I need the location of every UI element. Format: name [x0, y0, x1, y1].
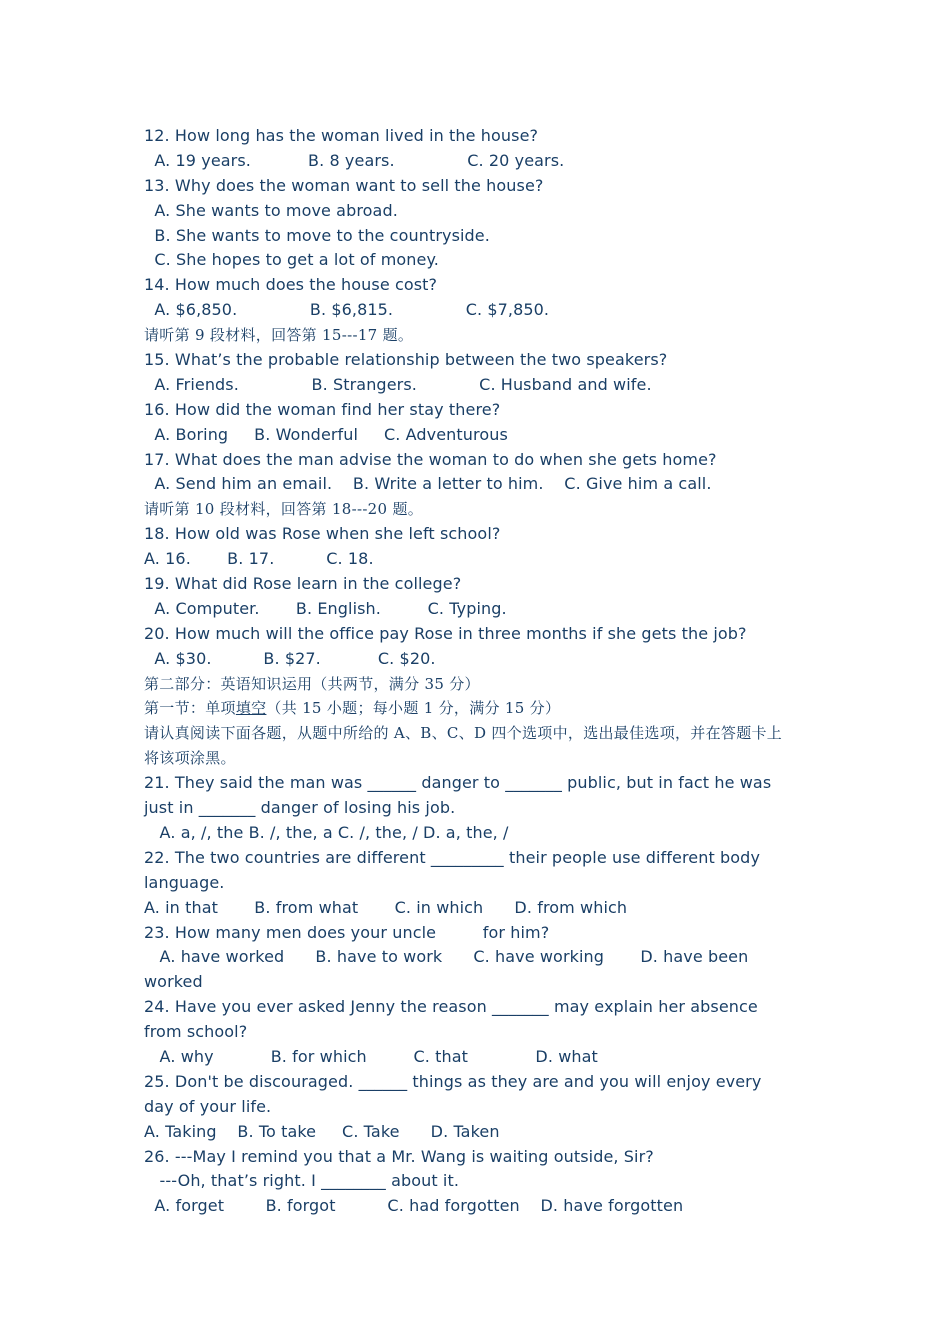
options-14: A. $6,850. B. $6,815. C. $7,850.: [144, 300, 550, 320]
question-14: 14. How much does the house cost?: [144, 275, 438, 295]
question-15: 15. What’s the probable relationship between the two speakers?: [144, 350, 668, 370]
question-22-line-2: language.: [144, 872, 225, 892]
question-26-line-1: 26. ---May I remind you that a Mr. Wang is waiting outside, Sir?: [144, 1146, 654, 1166]
options-18: A. 16. B. 17. C. 18.: [144, 549, 374, 569]
options-22: A. in that B. from what C. in which D. from which: [144, 897, 628, 917]
section-instruction-line-1: 请认真阅读下面各题，从题中所给的 A、B、C、D 四个选项中，选出最佳选项，并在答题卡上: [144, 724, 783, 743]
question-17: 17. What does the man advise the woman to do when she gets home?: [144, 449, 717, 469]
options-26: A. forget B. forgot C. had forgotten D. have forgotten: [144, 1196, 684, 1216]
section-one-underlined: 填空: [235, 699, 267, 718]
question-20: 20. How much will the office pay Rose in three months if she gets the job?: [144, 623, 747, 643]
options-23-line-1: A. have worked B. have to work C. have working D. have been: [144, 947, 749, 967]
option-13-c: C. She hopes to get a lot of money.: [144, 250, 439, 270]
options-17: A. Send him an email. B. Write a letter to him. C. Give him a call.: [144, 474, 712, 494]
options-12: A. 19 years. B. 8 years. C. 20 years.: [144, 150, 565, 170]
options-20: A. $30. B. $27. C. $20.: [144, 648, 436, 668]
question-16: 16. How did the woman find her stay there?: [144, 399, 501, 419]
question-21-line-1: 21. They said the man was ______ danger to _______ public, but in fact he was: [144, 773, 772, 793]
question-25-line-1: 25. Don't be discouraged. ______ things as they are and you will enjoy every: [144, 1071, 762, 1091]
instruction-material-10: 请听第 10 段材料，回答第 18---20 题。: [144, 500, 424, 519]
question-13: 13. Why does the woman want to sell the house?: [144, 175, 544, 195]
question-23: 23. How many men does your uncle for him?: [144, 922, 550, 942]
section-one-suffix: （共 15 小题；每小题 1 分，满分 15 分）: [266, 699, 561, 718]
option-13-b: B. She wants to move to the countryside.: [144, 225, 490, 245]
question-26-line-2: ---Oh, that’s right. I ________ about it.: [144, 1171, 460, 1191]
question-12: 12. How long has the woman lived in the house?: [144, 126, 539, 145]
options-19: A. Computer. B. English. C. Typing.: [144, 598, 507, 618]
question-21-line-2: just in _______ danger of losing his job.: [144, 798, 456, 818]
options-15: A. Friends. B. Strangers. C. Husband and wife.: [144, 374, 652, 394]
section-instruction-line-2: 将该项涂黑。: [144, 749, 236, 768]
question-25-line-2: day of your life.: [144, 1096, 272, 1116]
question-24-line-2: from school?: [144, 1022, 248, 1042]
options-23-line-2: worked: [144, 972, 203, 992]
question-24-line-1: 24. Have you ever asked Jenny the reason _______ may explain her absence: [144, 997, 758, 1017]
document-page: [144, 124, 824, 1219]
question-18: 18. How old was Rose when she left school?: [144, 524, 501, 544]
question-19: 19. What did Rose learn in the college?: [144, 574, 462, 594]
options-21: A. a, /, the B. /, the, a C. /, the, / D. a, the, /: [144, 822, 509, 842]
options-16: A. Boring B. Wonderful C. Adventurous: [144, 424, 508, 444]
options-24: A. why B. for which C. that D. what: [144, 1046, 598, 1066]
section-one-prefix: 第一节：单项: [144, 699, 236, 718]
part-two-heading: 第二部分：英语知识运用（共两节，满分 35 分）: [144, 674, 480, 693]
section-one-heading: [144, 696, 824, 721]
question-22-line-1: 22. The two countries are different _________ their people use different body: [144, 847, 761, 867]
instruction-material-9: 请听第 9 段材料，回答第 15---17 题。: [144, 326, 414, 345]
option-13-a: A. She wants to move abroad.: [144, 200, 398, 220]
options-25: A. Taking B. To take C. Take D. Taken: [144, 1121, 500, 1141]
